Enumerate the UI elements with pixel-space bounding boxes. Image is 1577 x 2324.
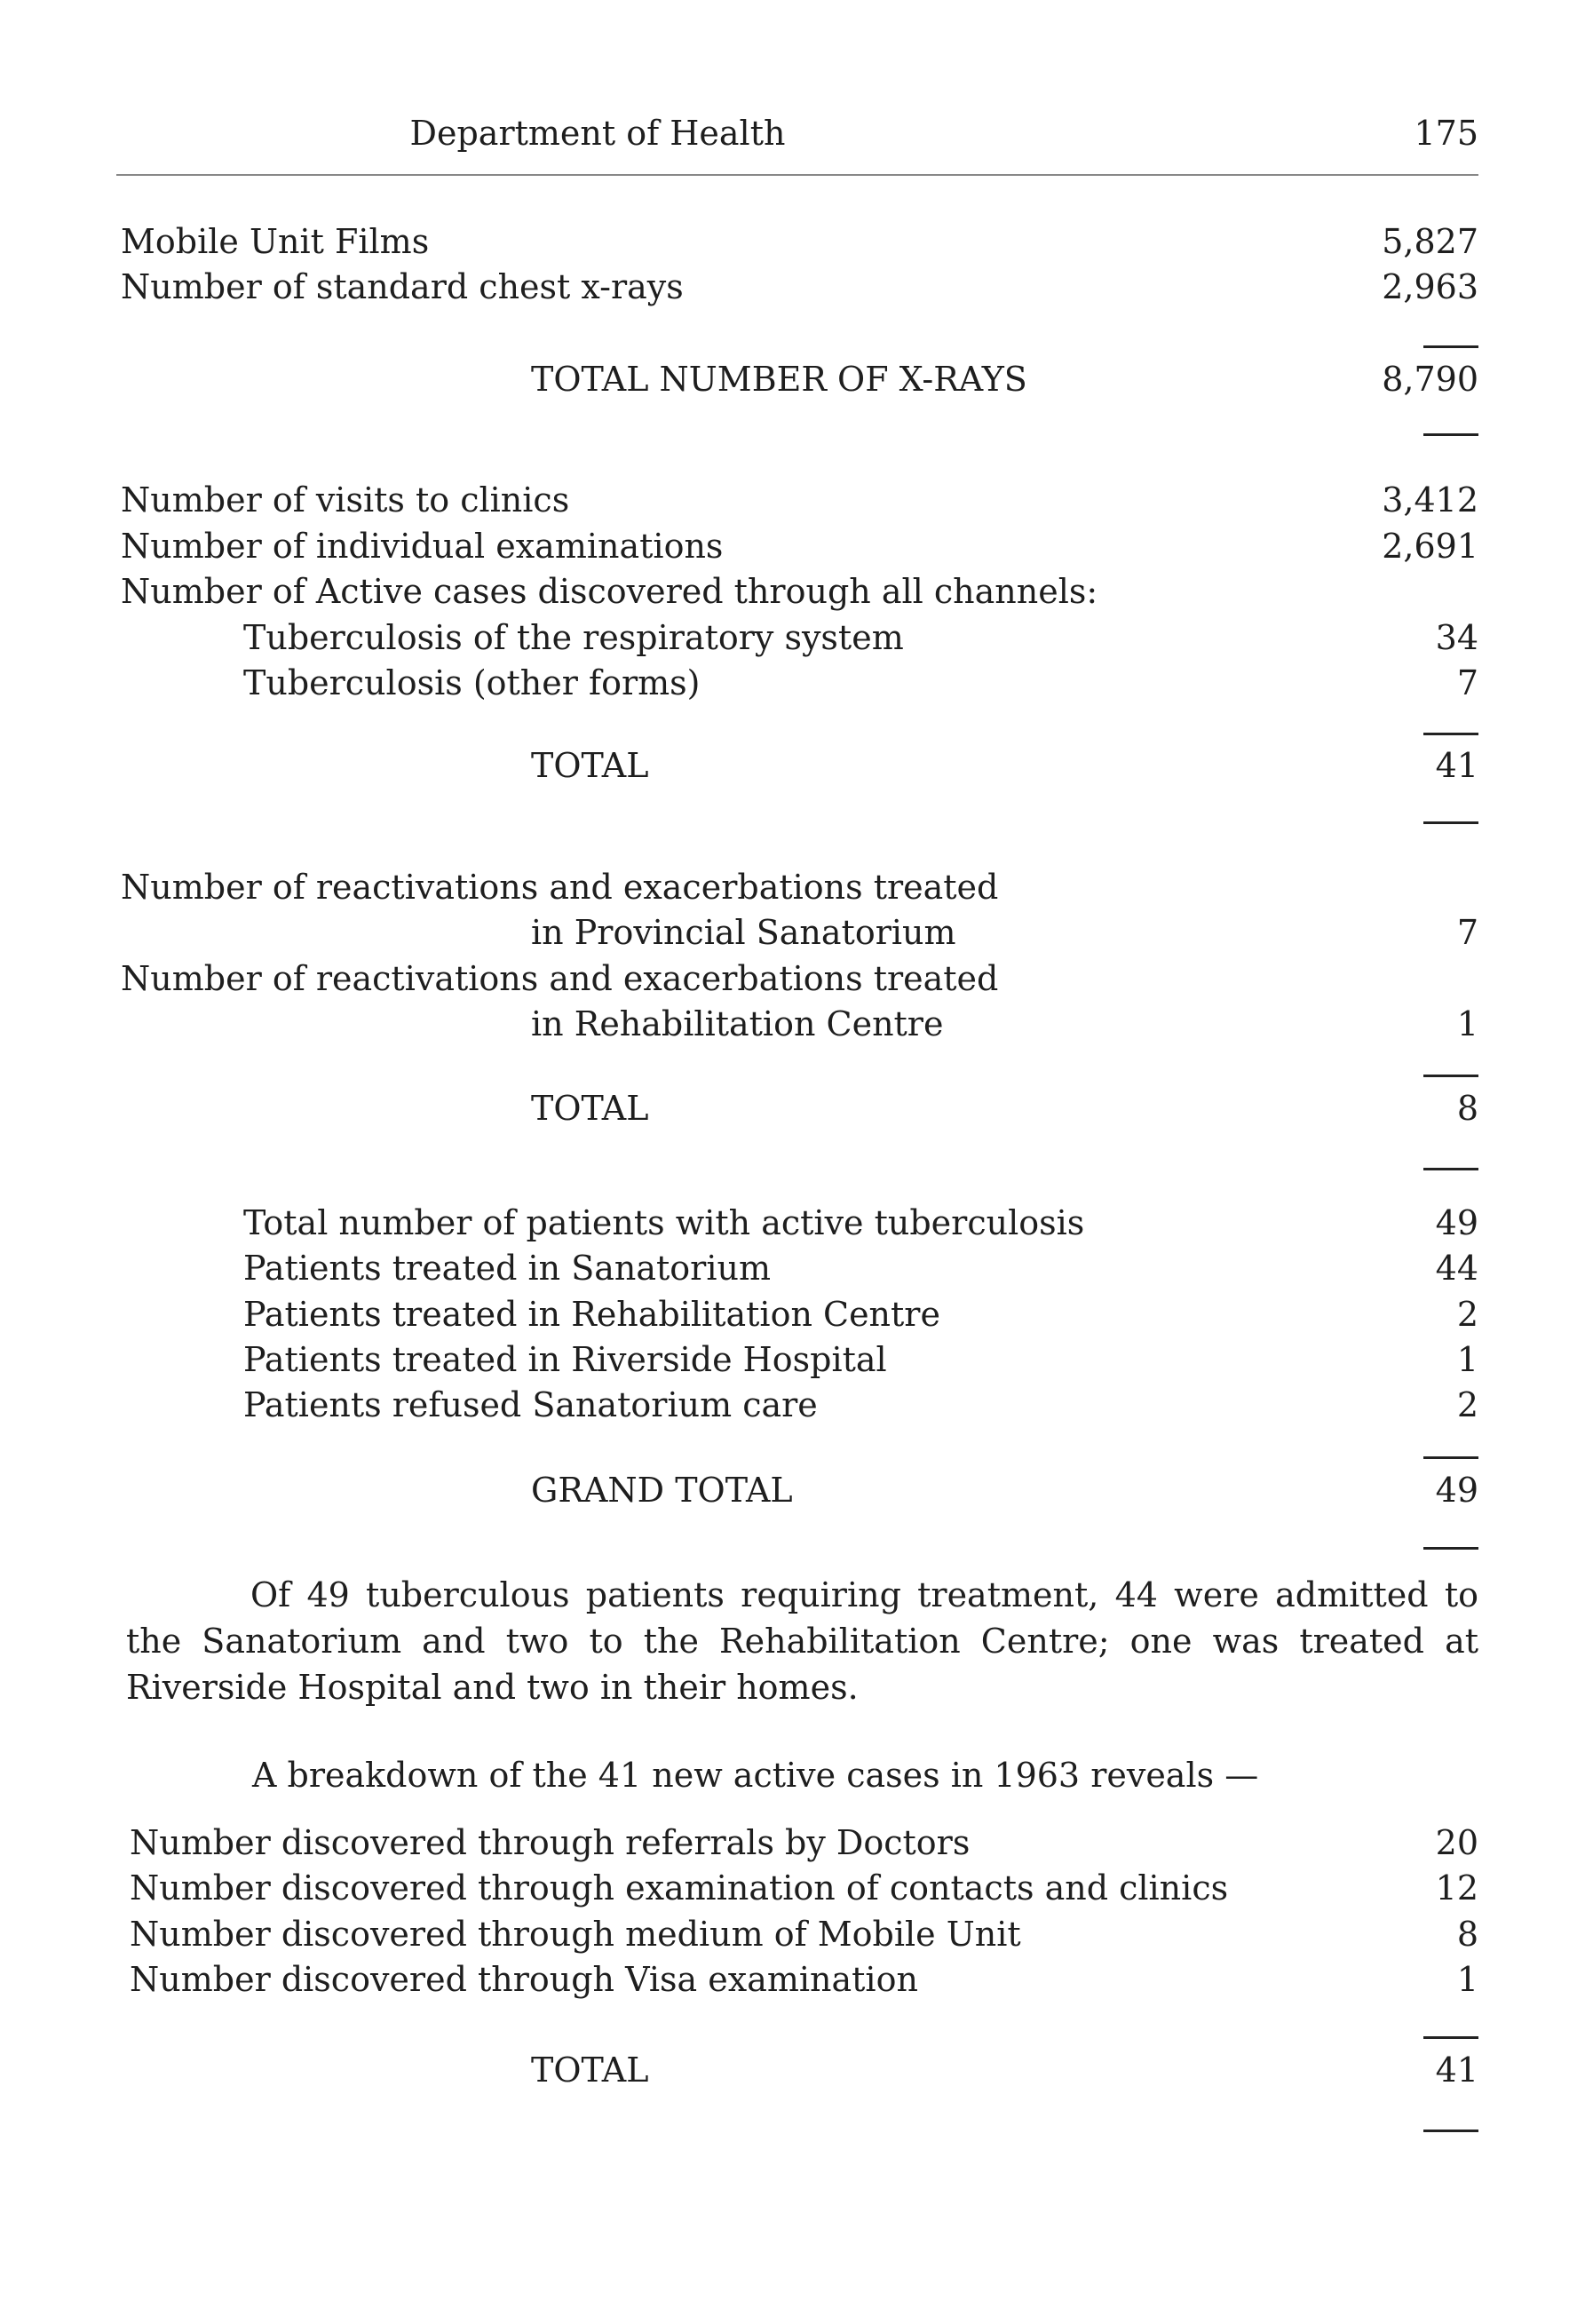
total-value: 41: [1435, 2050, 1478, 2090]
section-heading: [0, 572, 1577, 618]
row-value: 5,827: [1382, 222, 1478, 261]
table-row: [0, 1203, 1577, 1249]
total-row: [0, 360, 1577, 406]
table-row: [0, 1915, 1577, 1961]
table-row: [0, 1295, 1577, 1341]
active-cases-heading: Number of Active cases discovered through all channels:: [121, 572, 1098, 611]
table-row: [0, 222, 1577, 268]
table-row: [0, 868, 1577, 914]
grand-total-label: GRAND TOTAL: [531, 1471, 793, 1510]
row-label: Patients treated in Sanatorium: [243, 1249, 771, 1288]
sum-rule: [1423, 1168, 1478, 1170]
table-row: [0, 913, 1577, 959]
row-value: 2,691: [1382, 527, 1478, 566]
sum-rule: [1423, 345, 1478, 348]
total-row: [0, 1089, 1577, 1135]
row-value: 1: [1456, 1340, 1478, 1379]
row-value: 49: [1435, 1203, 1478, 1242]
table-row: [0, 1004, 1577, 1051]
grand-total-value: 49: [1435, 1471, 1478, 1510]
table-row: [0, 618, 1577, 664]
table-row: [0, 1823, 1577, 1869]
total-row: [0, 1471, 1577, 1517]
total-label: TOTAL: [531, 746, 649, 785]
sum-rule: [1423, 733, 1478, 735]
row-value: 44: [1435, 1249, 1478, 1288]
row-label: Number discovered through examination of contacts and clinics: [130, 1868, 1229, 1908]
row-label: Number discovered through referrals by Doctors: [130, 1823, 971, 1862]
row-label: Patients treated in Riverside Hospital: [243, 1340, 887, 1379]
total-label: TOTAL NUMBER OF X-RAYS: [531, 360, 1027, 399]
row-label-continued: in Provincial Sanatorium: [531, 913, 956, 952]
row-value: 2: [1456, 1295, 1478, 1334]
row-value: 20: [1435, 1823, 1478, 1862]
sum-rule: [1423, 1456, 1478, 1459]
row-label: Total number of patients with active tuberculosis: [243, 1203, 1085, 1242]
row-label: Number discovered through Visa examination: [130, 1960, 918, 1999]
breakdown-intro: A breakdown of the 41 new active cases in 1963 reveals —: [252, 1756, 1259, 1795]
total-value: 41: [1435, 746, 1478, 785]
row-value: 34: [1435, 618, 1478, 657]
total-value: 8,790: [1382, 360, 1478, 399]
table-row: [0, 267, 1577, 313]
row-value: 8: [1456, 1915, 1478, 1954]
row-value: 1: [1456, 1004, 1478, 1043]
row-label: Patients refused Sanatorium care: [243, 1385, 818, 1424]
table-row: [0, 527, 1577, 573]
row-label: Number of visits to clinics: [121, 480, 570, 520]
total-label: TOTAL: [531, 1089, 649, 1128]
breakdown-intro-row: [0, 1756, 1577, 1802]
row-label: Number discovered through medium of Mobile Unit: [130, 1915, 1021, 1954]
table-row: [0, 663, 1577, 710]
table-row: [0, 480, 1577, 527]
header-divider: [116, 174, 1478, 176]
row-label: Number of standard chest x-rays: [121, 267, 684, 306]
row-label: Number of reactivations and exacerbations treated: [121, 868, 999, 907]
sum-rule: [1423, 1075, 1478, 1077]
row-value: 12: [1435, 1868, 1478, 1908]
page-number: 175: [1414, 114, 1478, 153]
page-header-title: Department of Health: [409, 114, 786, 153]
table-row: [0, 959, 1577, 1005]
row-value: 2: [1456, 1385, 1478, 1424]
summary-paragraph: Of 49 tuberculous patients requiring treatment, 44 were admitted to the Sanatorium and two to the Rehabilitation Centre; one was treated at Riverside Hospital and two in their homes.: [126, 1575, 1478, 1707]
table-row: [0, 1249, 1577, 1295]
row-label: Tuberculosis of the respiratory system: [243, 618, 904, 657]
total-row: [0, 2050, 1577, 2097]
table-row: [0, 1385, 1577, 1432]
row-value: 7: [1456, 913, 1478, 952]
total-row: [0, 746, 1577, 792]
sum-rule: [1423, 2130, 1478, 2132]
table-row: [0, 1960, 1577, 2006]
row-label: Mobile Unit Films: [121, 222, 430, 261]
sum-rule: [1423, 2036, 1478, 2039]
total-value: 8: [1456, 1089, 1478, 1128]
sum-rule: [1423, 433, 1478, 436]
row-value: 3,412: [1382, 480, 1478, 520]
row-label: Tuberculosis (other forms): [243, 663, 701, 702]
total-label: TOTAL: [531, 2050, 649, 2090]
row-label: Number of individual examinations: [121, 527, 724, 566]
sum-rule: [1423, 821, 1478, 824]
row-value: 2,963: [1382, 267, 1478, 306]
row-label: Patients treated in Rehabilitation Centre: [243, 1295, 940, 1334]
row-value: 1: [1456, 1960, 1478, 1999]
sum-rule: [1423, 1547, 1478, 1550]
row-label-continued: in Rehabilitation Centre: [531, 1004, 944, 1043]
table-row: [0, 1340, 1577, 1386]
row-label: Number of reactivations and exacerbations treated: [121, 959, 999, 998]
row-value: 7: [1456, 663, 1478, 702]
table-row: [0, 1868, 1577, 1915]
